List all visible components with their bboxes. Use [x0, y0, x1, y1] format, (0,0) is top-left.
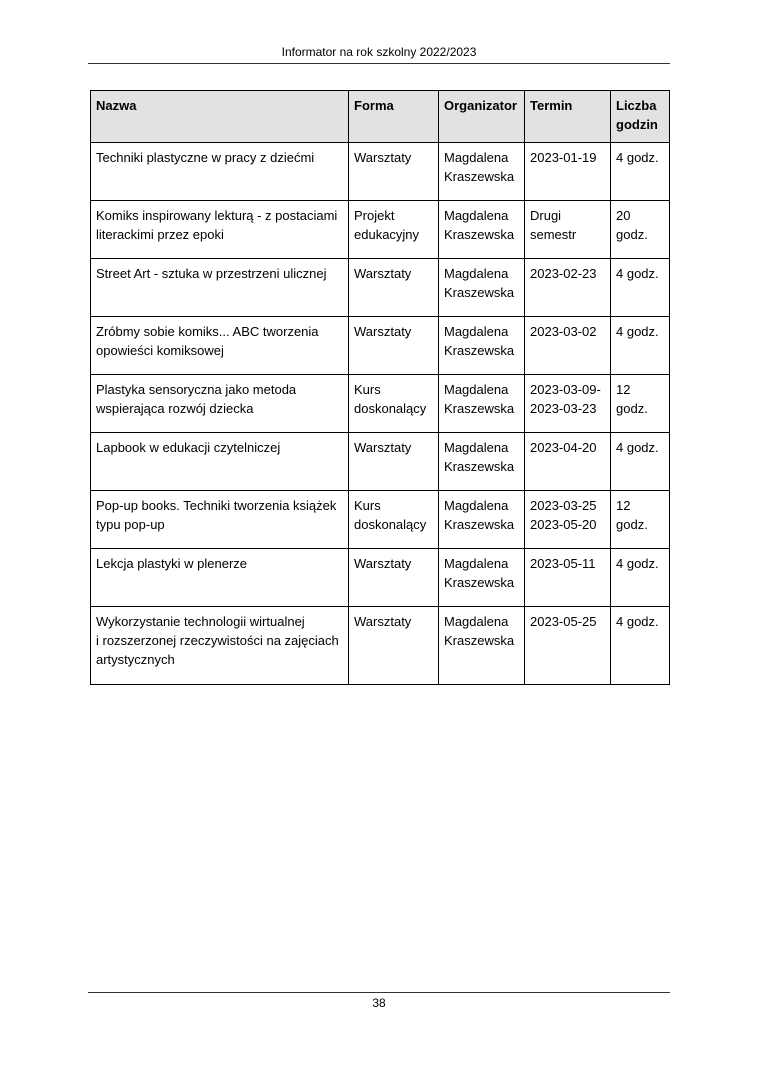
cell-term: 2023-03-02 — [525, 317, 611, 375]
cell-form: Kurs doskonalący — [349, 491, 439, 549]
table-row — [91, 201, 670, 259]
column-header-form: Forma — [349, 91, 439, 143]
cell-organizer: Magdalena Kraszewska — [439, 549, 525, 607]
cell-organizer: Magdalena Kraszewska — [439, 491, 525, 549]
cell-term: 2023-02-23 — [525, 259, 611, 317]
cell-hours: 4 godz. — [611, 259, 670, 317]
table-row — [91, 317, 670, 375]
cell-form: Warsztaty — [349, 549, 439, 607]
cell-organizer: Magdalena Kraszewska — [439, 433, 525, 491]
cell-name: Street Art - sztuka w przestrzeni ulicznej — [91, 259, 349, 317]
courses-table — [90, 90, 670, 685]
cell-name: Pop-up books. Techniki tworzenia książek typu pop-up — [91, 491, 349, 549]
cell-name: Wykorzystanie technologii wirtualnej i rozszerzonej rzeczywistości na zajęciach artystycznych — [91, 607, 349, 685]
cell-organizer: Magdalena Kraszewska — [439, 259, 525, 317]
table-row — [91, 491, 670, 549]
page-number: 38 — [88, 992, 670, 1010]
cell-term: 2023-05-25 — [525, 607, 611, 685]
cell-form: Warsztaty — [349, 607, 439, 685]
cell-hours: 20 godz. — [611, 201, 670, 259]
cell-name: Lapbook w edukacji czytelniczej — [91, 433, 349, 491]
cell-hours: 12 godz. — [611, 375, 670, 433]
table-row — [91, 143, 670, 201]
cell-name: Techniki plastyczne w pracy z dziećmi — [91, 143, 349, 201]
cell-organizer: Magdalena Kraszewska — [439, 201, 525, 259]
cell-term: Drugi semestr — [525, 201, 611, 259]
table-row — [91, 549, 670, 607]
cell-name: Zróbmy sobie komiks... ABC tworzenia opowieści komiksowej — [91, 317, 349, 375]
cell-name: Lekcja plastyki w plenerze — [91, 549, 349, 607]
cell-term: 2023-03-25 2023-05-20 — [525, 491, 611, 549]
cell-form: Warsztaty — [349, 143, 439, 201]
cell-organizer: Magdalena Kraszewska — [439, 143, 525, 201]
cell-organizer: Magdalena Kraszewska — [439, 375, 525, 433]
column-header-term: Termin — [525, 91, 611, 143]
cell-name: Plastyka sensoryczna jako metoda wspierająca rozwój dziecka — [91, 375, 349, 433]
table-row — [91, 375, 670, 433]
cell-form: Warsztaty — [349, 433, 439, 491]
cell-form: Kurs doskonalący — [349, 375, 439, 433]
table-row — [91, 607, 670, 685]
cell-hours: 4 godz. — [611, 433, 670, 491]
column-header-hours: Liczba godzin — [611, 91, 670, 143]
column-header-organizer: Organizator — [439, 91, 525, 143]
cell-hours: 12 godz. — [611, 491, 670, 549]
cell-name: Komiks inspirowany lekturą - z postaciami literackimi przez epoki — [91, 201, 349, 259]
cell-hours: 4 godz. — [611, 549, 670, 607]
cell-hours: 4 godz. — [611, 317, 670, 375]
table-row — [91, 259, 670, 317]
cell-organizer: Magdalena Kraszewska — [439, 317, 525, 375]
cell-hours: 4 godz. — [611, 607, 670, 685]
cell-organizer: Magdalena Kraszewska — [439, 607, 525, 685]
column-header-name: Nazwa — [91, 91, 349, 143]
cell-term: 2023-03-09- 2023-03-23 — [525, 375, 611, 433]
cell-term: 2023-05-11 — [525, 549, 611, 607]
cell-hours: 4 godz. — [611, 143, 670, 201]
table-header-row — [91, 91, 670, 143]
table-row — [91, 433, 670, 491]
cell-term: 2023-01-19 — [525, 143, 611, 201]
cell-form: Warsztaty — [349, 259, 439, 317]
cell-form: Warsztaty — [349, 317, 439, 375]
cell-form: Projekt edukacyjny — [349, 201, 439, 259]
cell-term: 2023-04-20 — [525, 433, 611, 491]
page-header: Informator na rok szkolny 2022/2023 — [88, 44, 670, 64]
